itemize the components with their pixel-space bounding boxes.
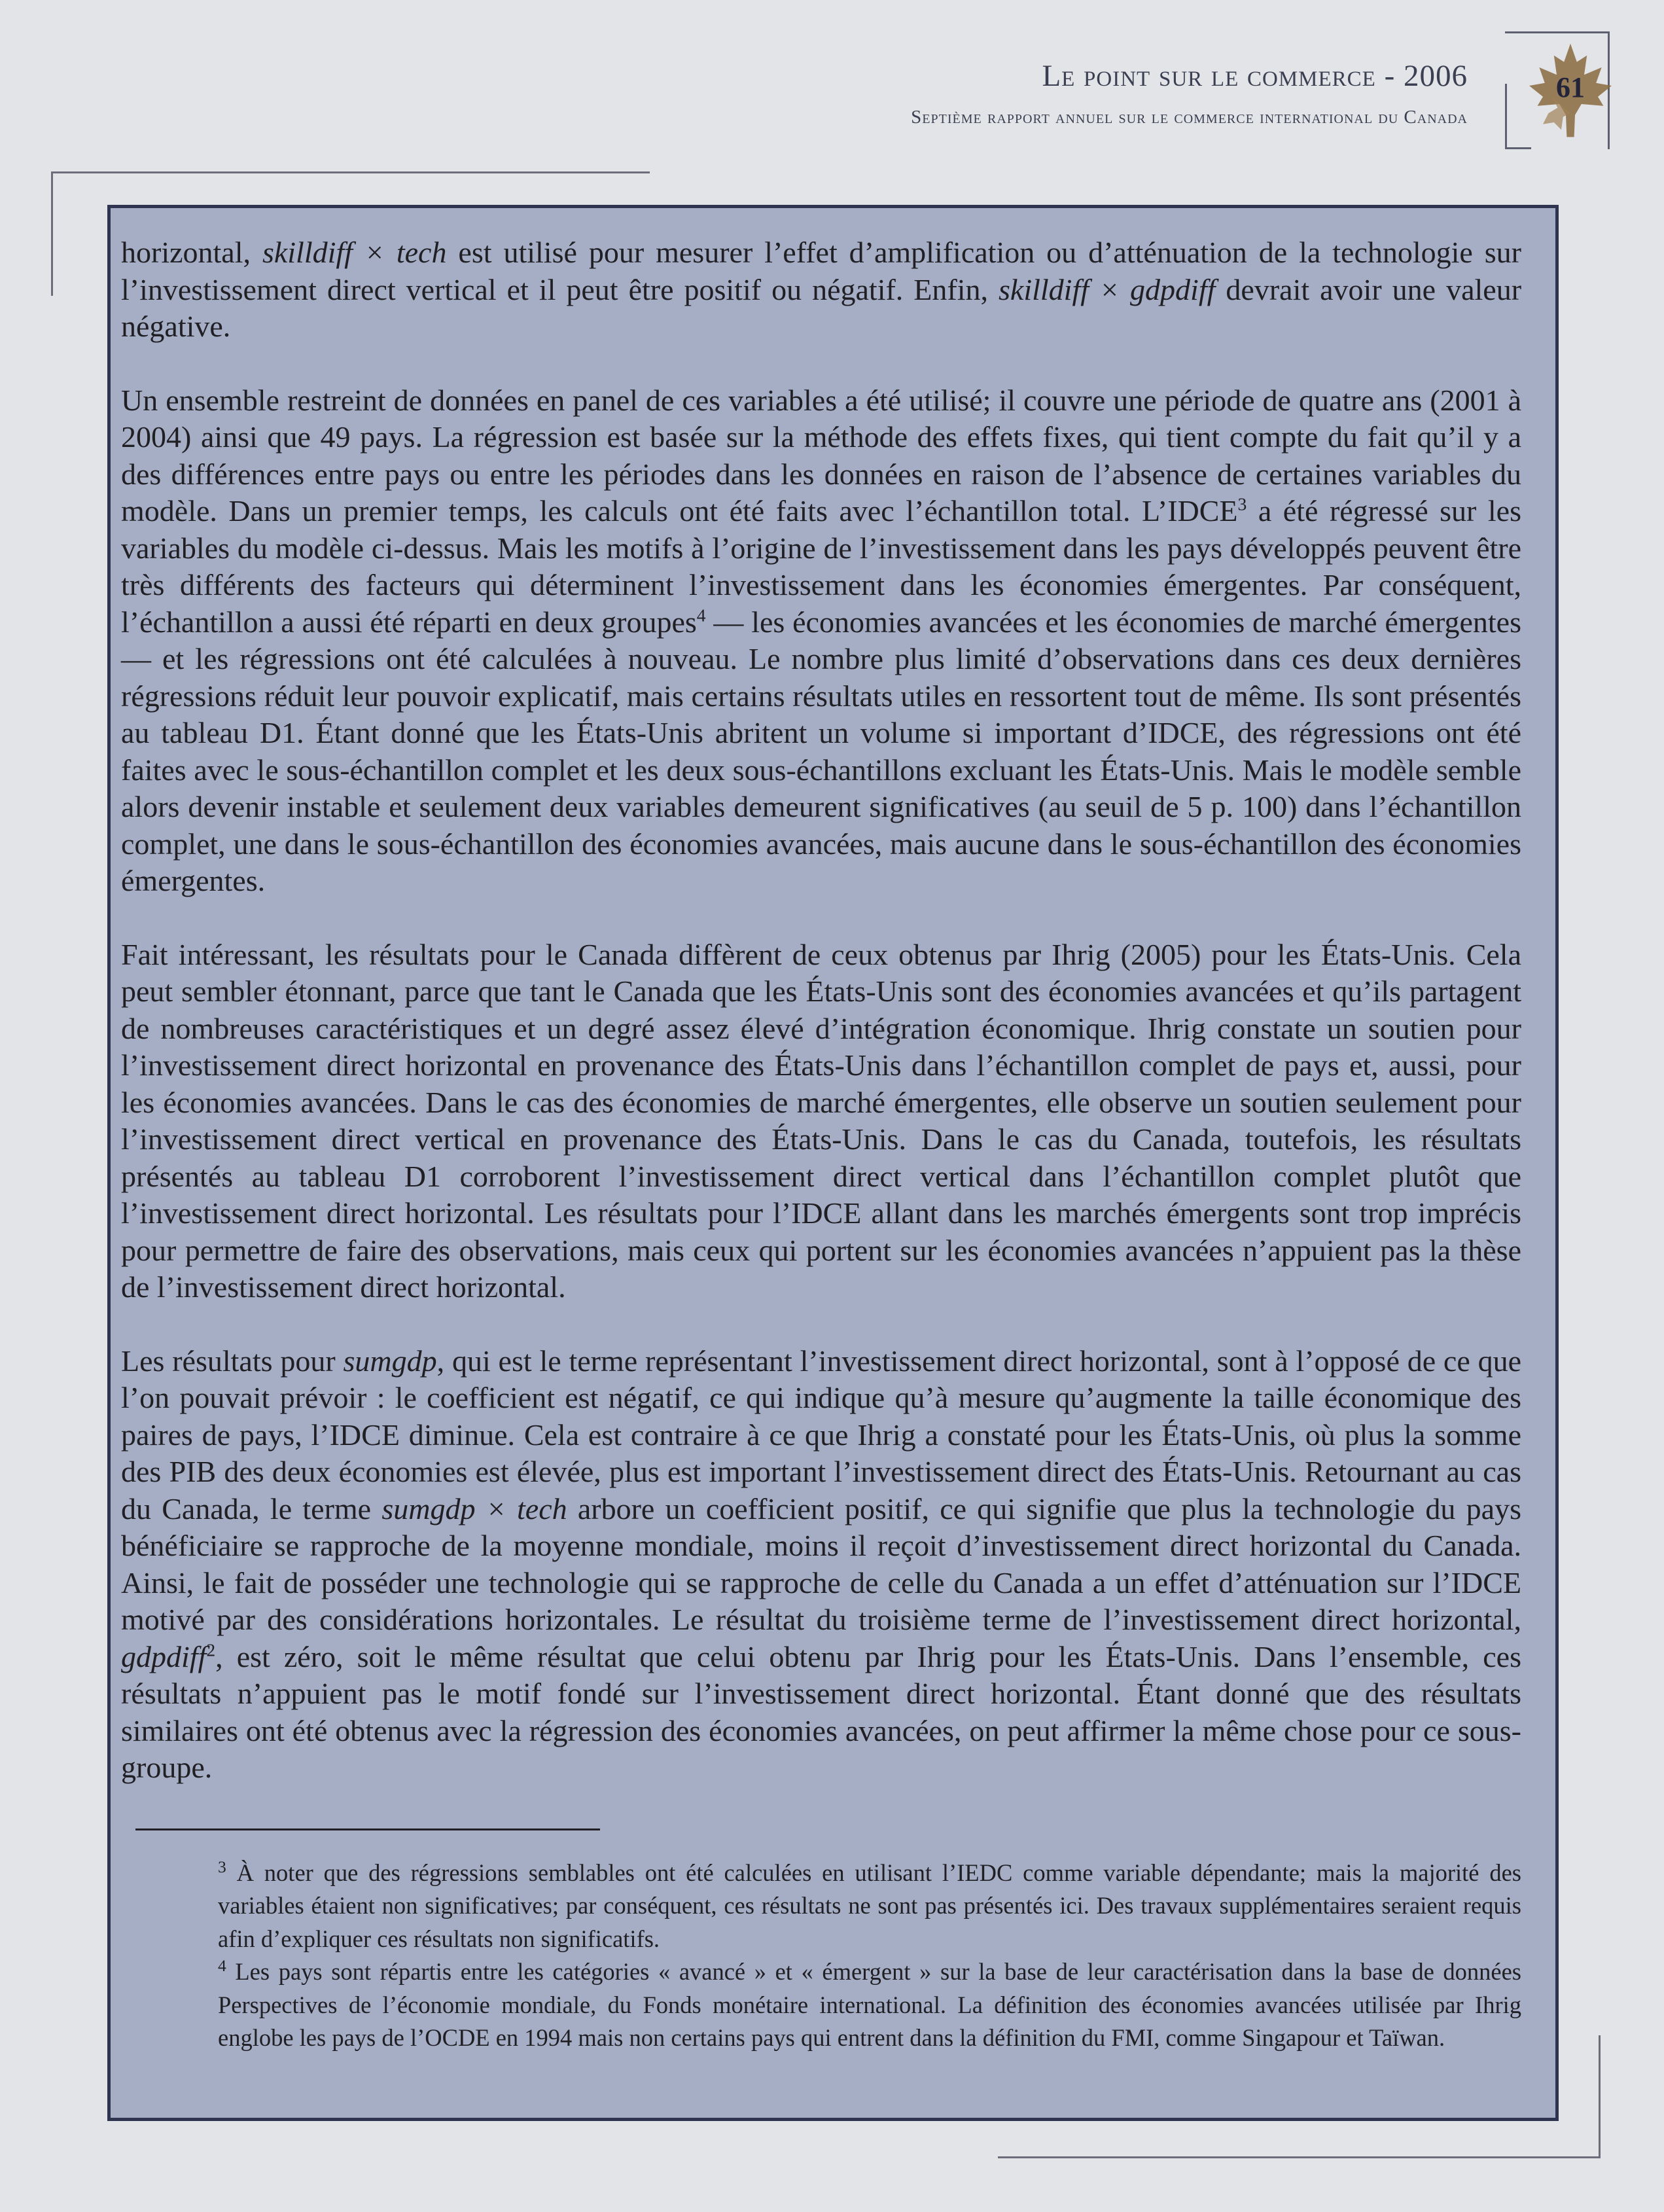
- header-subtitle: Septième rapport annuel sur le commerce international du Canada: [911, 107, 1468, 128]
- footnote-number: 4: [218, 1955, 226, 1975]
- footnote-3: [218, 1857, 1521, 1956]
- page-header: [911, 58, 1468, 129]
- footnote-number: 3: [218, 1857, 226, 1876]
- variable-name: skilldiff × gdpdiff: [999, 272, 1216, 306]
- text-run: horizontal,: [121, 236, 262, 269]
- variable-name: gdpdiff: [121, 1639, 207, 1673]
- page-number-badge: [1505, 31, 1610, 149]
- page-number: 61: [1556, 71, 1585, 103]
- text-run: est utilisé pour mesurer l’effet d’amplification ou d’atténuation de la technologie sur l’investissement direct vertical et il peut être positif ou négatif. Enfin,: [121, 236, 1521, 306]
- text-run: Un ensemble restreint de données en panel de ces variables a été utilisé; il couvre une période de quatre ans (2001 à 2004) ainsi que 49 pays. La régression est basée sur la méthode des effets fixes, qui tient compte du fait qu’il y a des différences entre pays ou entre les périodes dans les données en raison de l’absence de certaines variables du modèle. Dans un premier temps, les calculs ont été faits avec l’échantillon total. L’IDCE: [121, 383, 1521, 527]
- text-run: a été régressé sur les variables du modèle ci-dessus. Mais les motifs à l’origine de l’investissement dans les pays développés peuvent être très différents des facteurs qui déterminent l’investissement dans les économies émergentes. Par conséquent, l’échantillon a aussi été réparti en deux groupes: [121, 494, 1521, 639]
- corner-rule-bottom-right: [998, 2156, 1600, 2158]
- footnote-separator: [135, 1828, 600, 1830]
- text-run: — les économies avancées et les économies de marché émergentes — et les régressions ont été calculées à nouveau. Le nombre plus limité d’observations dans ces deux dernières régressions réduit leur pouvoir explicatif, mais certains résultats utiles en ressortent tout de même. Ils sont présentés au tableau D1. Étant donné que les États-Unis abritent un volume si important d’IDCE, des régressions ont été faites avec le sous-échantillon complet et les deux sous-échantillons excluant les États-Unis. Mais le modèle semble alors devenir instable et seulement deux variables demeurent significatives (au seuil de 5 p. 100) dans l’échantillon complet, une dans le sous-échantillon des économies avancées, mais aucune dans le sous-échantillon des économies émergentes.: [121, 605, 1521, 897]
- text-run: arbore un coefficient positif, ce qui signifie que plus la technologie du pays bénéficiaire se rapproche de la moyenne mondiale, moins il reçoit d’investissement direct horizontal du Canada. Ainsi, le fait de posséder une technologie qui se rapproche de celle du Canada a un effet d’atténuation sur l’IDCE motivé par des considérations horizontales. Le résultat du troisième terme de l’investissement direct horizontal,: [121, 1491, 1521, 1636]
- paragraph-3: Fait intéressant, les résultats pour le Canada diffèrent de ceux obtenus par Ihrig (2005) pour les États-Unis. Cela peut sembler étonnant, parce que tant le Canada que les États-Unis sont des économies avancées et qu’ils partagent de nombreuses caractéristiques et un degré assez élevé d’intégration économique. Ihrig constate un soutien pour l’investissement direct horizontal en provenance des États-Unis dans l’échantillon complet de pays et, aussi, pour les économies avancées. Dans le cas des économies de marché émergentes, elle observe un soutien seulement pour l’investissement direct vertical en provenance des États-Unis. Dans le cas du Canada, toutefois, les résultats présentés au tableau D1 corroborent l’investissement direct vertical dans l’échantillon complet plutôt que l’investissement direct horizontal. Les résultats pour l’IDCE allant dans les marchés émergents sont trop imprécis pour permettre de faire des observations, mais ceux qui portent sur les économies avancées n’appuient pas la thèse de l’investissement direct horizontal.: [121, 937, 1521, 1304]
- text-run: Les résultats pour: [121, 1344, 344, 1378]
- text-run: devrait avoir une valeur négative.: [121, 272, 1522, 343]
- footnote-ref: 4: [696, 605, 706, 626]
- text-run: , qui est le terme représentant l’investissement direct horizontal, sont à l’opposé de ce que l’on pouvait prévoir : le coefficient est négatif, ce qui indique qu’à mesure qu’augmente la taille économique des paires de pays, l’IDCE diminue. Cela est contraire à ce que Ihrig a constaté pour les États-Unis, où plus la somme des PIB des deux économies est élevée, plus est important l’investissement direct des États-Unis. Retournant au cas du Canada, le terme: [121, 1344, 1522, 1525]
- text-run: , est zéro, soit le même résultat que celui obtenu par Ihrig pour les États-Unis. Dans l’ensemble, ces résultats n’appuient pas le motif fondé sur l’investissement direct horizontal. Étant donné que des résultats similaires ont été obtenus avec la régression des économies avancées, on peut affirmer la même chose pour ce sous-groupe.: [121, 1639, 1521, 1784]
- paragraph-2: [121, 382, 1521, 900]
- footnote-text: Les pays sont répartis entre les catégories « avancé » et « émergent » sur la base de leur caractérisation dans la base de données Perspectives de l’économie mondiale, du Fonds monétaire international. La définition des économies avancées utilisée par Ihrig englobe les pays de l’OCDE en 1994 mais non certains pays qui entrent dans la définition du FMI, comme Singapour et Taïwan.: [218, 1958, 1521, 2051]
- content-box: [107, 205, 1559, 2121]
- header-title: Le point sur le commerce - 2006: [1042, 59, 1468, 93]
- paragraph-1: [121, 234, 1521, 346]
- corner-rule-top-left: [51, 171, 650, 173]
- corner-rule-bottom-right-vertical: [1599, 2035, 1601, 2158]
- footnote-4: [218, 1955, 1521, 2055]
- paragraph-4: [121, 1343, 1521, 1787]
- superscript: 2: [206, 1639, 216, 1660]
- footnote-text: À noter que des régressions semblables ont été calculées en utilisant l’IEDC comme variable dépendante; mais la majorité des variables étaient non significatives; par conséquent, ces résultats ne sont pas présentés ici. Des travaux supplémentaires seraient requis afin d’expliquer ces résultats non significatifs.: [218, 1859, 1521, 1952]
- variable-name: sumgdp × tech: [381, 1491, 567, 1525]
- variable-name: sumgdp: [343, 1344, 437, 1378]
- variable-name: skilldiff × tech: [262, 236, 447, 269]
- footnote-ref: 3: [1237, 493, 1247, 514]
- corner-rule-top-left-vertical: [51, 171, 53, 296]
